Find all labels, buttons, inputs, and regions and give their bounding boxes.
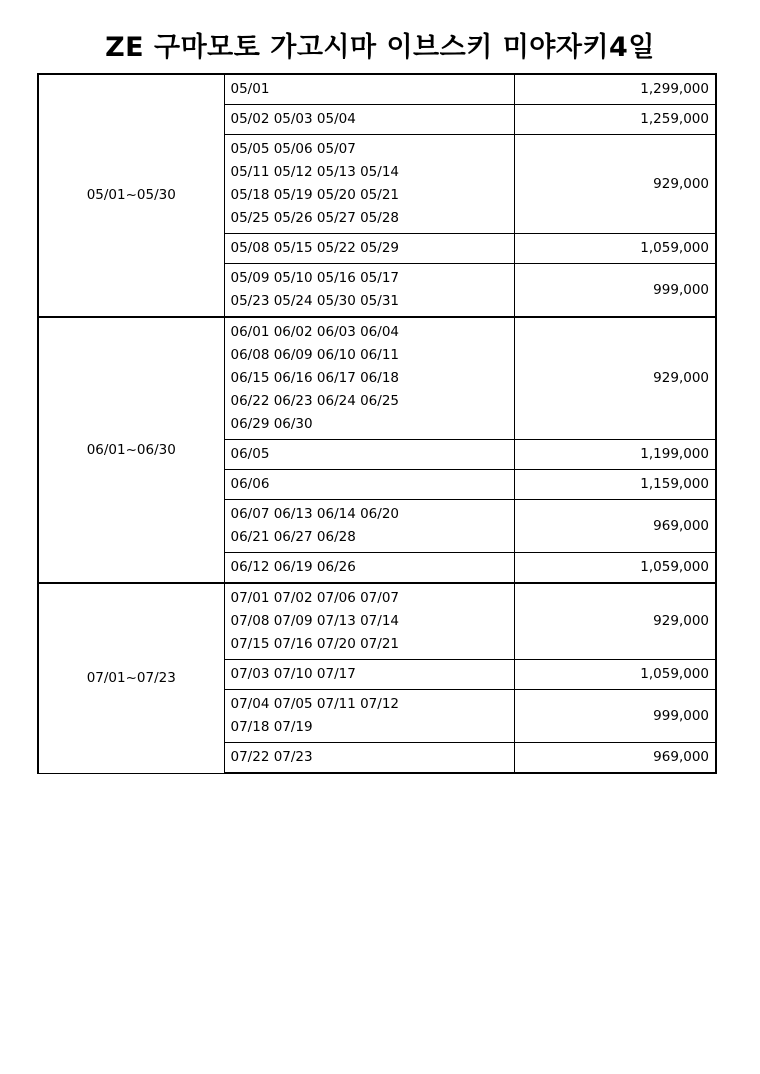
- date-range-cell: 06/01~06/30: [38, 317, 224, 583]
- price-cell: 929,000: [514, 317, 716, 440]
- table-row: [38, 317, 716, 440]
- table-row: [38, 583, 716, 660]
- departure-dates-line: 06/22 06/23 06/24 06/25: [230, 393, 399, 409]
- departure-dates-cell: [224, 234, 514, 264]
- price-cell: 999,000: [514, 690, 716, 743]
- departure-dates-line: 05/11 05/12 05/13 05/14: [230, 164, 399, 180]
- departure-dates-cell: [224, 470, 514, 500]
- price-cell: 1,259,000: [514, 105, 716, 135]
- price-cell: 929,000: [514, 583, 716, 660]
- departure-dates-cell: [224, 553, 514, 584]
- departure-dates-line: 06/06: [230, 476, 270, 492]
- departure-dates-line: 06/01 06/02 06/03 06/04: [230, 324, 399, 340]
- departure-dates-line: 06/21 06/27 06/28: [230, 529, 356, 545]
- departure-dates-line: 05/05 05/06 05/07: [230, 141, 356, 157]
- departure-dates-cell: [224, 317, 514, 440]
- price-cell: 1,299,000: [514, 74, 716, 105]
- price-cell: 1,199,000: [514, 440, 716, 470]
- departure-dates-cell: [224, 500, 514, 553]
- departure-dates-line: 06/29 06/30: [230, 416, 313, 432]
- departure-dates-line: 06/15 06/16 06/17 06/18: [230, 370, 399, 386]
- price-cell: 929,000: [514, 135, 716, 234]
- departure-dates-line: 07/03 07/10 07/17: [230, 666, 356, 682]
- price-cell: 1,059,000: [514, 660, 716, 690]
- departure-dates-cell: [224, 264, 514, 318]
- price-cell: 969,000: [514, 500, 716, 553]
- departure-dates-line: 07/04 07/05 07/11 07/12: [230, 696, 399, 712]
- table-row: [38, 74, 716, 105]
- price-cell: 1,059,000: [514, 553, 716, 584]
- departure-dates-line: 07/08 07/09 07/13 07/14: [230, 613, 399, 629]
- departure-dates-cell: [224, 660, 514, 690]
- departure-dates-line: 06/12 06/19 06/26: [230, 559, 356, 575]
- departure-dates-line: 06/08 06/09 06/10 06/11: [230, 347, 399, 363]
- page-title: ZE 구마모토 가고시마 이브스키 미야자키4일: [105, 32, 655, 63]
- price-cell: 1,059,000: [514, 234, 716, 264]
- price-table: [37, 73, 717, 774]
- departure-dates-line: 05/25 05/26 05/27 05/28: [230, 210, 399, 226]
- departure-dates-cell: [224, 743, 514, 774]
- price-table-body: [38, 74, 716, 773]
- departure-dates-line: 05/01: [230, 81, 270, 97]
- departure-dates-line: 07/22 07/23: [230, 749, 313, 765]
- departure-dates-line: 05/02 05/03 05/04: [230, 111, 356, 127]
- departure-dates-line: 06/07 06/13 06/14 06/20: [230, 506, 399, 522]
- departure-dates-line: 05/09 05/10 05/16 05/17: [230, 270, 399, 286]
- date-range-cell: 05/01~05/30: [38, 74, 224, 317]
- departure-dates-line: 05/08 05/15 05/22 05/29: [230, 240, 399, 256]
- price-cell: 969,000: [514, 743, 716, 774]
- departure-dates-line: 07/18 07/19: [230, 719, 313, 735]
- departure-dates-cell: [224, 105, 514, 135]
- departure-dates-line: 05/23 05/24 05/30 05/31: [230, 293, 399, 309]
- departure-dates-cell: [224, 440, 514, 470]
- departure-dates-line: 05/18 05/19 05/20 05/21: [230, 187, 399, 203]
- price-cell: 999,000: [514, 264, 716, 318]
- departure-dates-cell: [224, 135, 514, 234]
- departure-dates-line: 07/01 07/02 07/06 07/07: [230, 590, 399, 606]
- departure-dates-cell: [224, 583, 514, 660]
- departure-dates-line: 06/05: [230, 446, 270, 462]
- departure-dates-line: 07/15 07/16 07/20 07/21: [230, 636, 399, 652]
- departure-dates-cell: [224, 690, 514, 743]
- price-cell: 1,159,000: [514, 470, 716, 500]
- date-range-cell: 07/01~07/23: [38, 583, 224, 773]
- departure-dates-cell: [224, 74, 514, 105]
